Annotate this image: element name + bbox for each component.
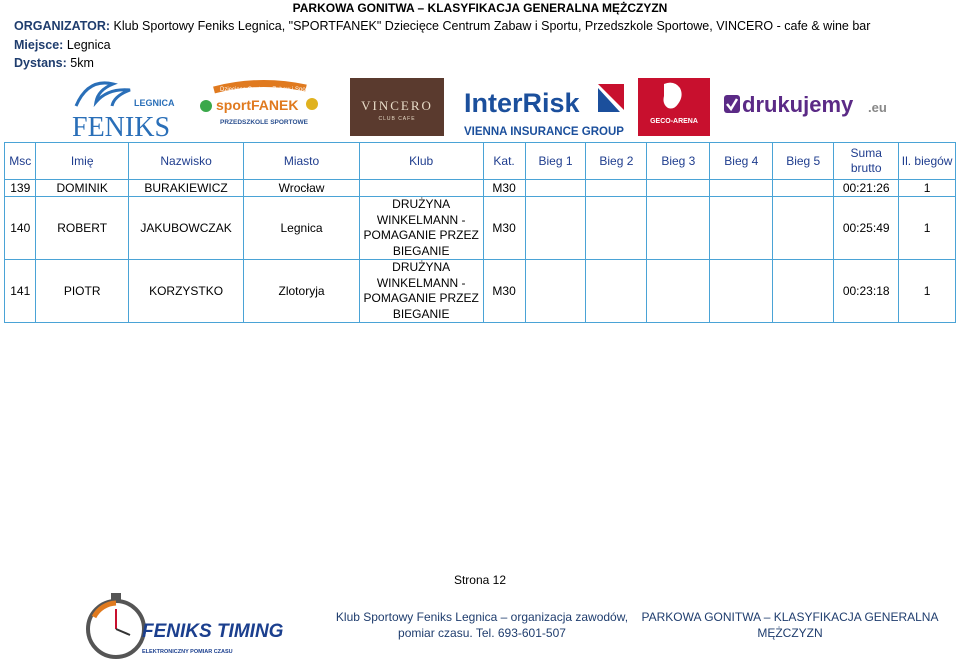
- cell-bieg1: [525, 260, 586, 323]
- cell-bieg1: [525, 180, 586, 197]
- cell-kat: M30: [483, 260, 525, 323]
- cell-bieg4: [710, 197, 773, 260]
- cell-bieg4: [710, 180, 773, 197]
- col-header-nazwisko: Nazwisko: [128, 143, 243, 180]
- cell-klub: DRUŻYNA WINKELMANN - POMAGANIE PRZEZ BIEGANIE: [359, 197, 483, 260]
- sportfanek-logo: [196, 80, 322, 130]
- organizer-value: Klub Sportowy Feniks Legnica, "SPORTFANEK" Dziecięce Centrum Zabaw i Sportu, Przedszkole Sportowe, VINCERO - cafe & wine bar: [113, 19, 871, 33]
- col-header-msc: Msc: [5, 143, 36, 180]
- timing-sub-text: ELEKTRONICZNY POMIAR CZASU: [142, 649, 233, 655]
- feniks-text: FENIKS: [72, 112, 171, 143]
- sponsor-logos: [0, 74, 960, 143]
- place-value: Legnica: [66, 38, 111, 52]
- col-header-bieg1: Bieg 1: [525, 143, 586, 180]
- footer-event: [640, 609, 940, 641]
- table-row: [5, 180, 956, 197]
- interisk-logo: [464, 78, 628, 138]
- cell-bieg2: [586, 260, 647, 323]
- cell-bieg2: [586, 180, 647, 197]
- cell-kat: M30: [483, 197, 525, 260]
- cell-bieg3: [647, 260, 710, 323]
- cell-imie: DOMINIK: [36, 180, 128, 197]
- cell-il: 1: [899, 260, 956, 323]
- drukujemy-logo: [724, 88, 896, 122]
- cell-miasto: Wrocław: [244, 180, 359, 197]
- cell-msc: 139: [5, 180, 36, 197]
- cell-nazwisko: JAKUBOWCZAK: [128, 197, 243, 260]
- cell-bieg2: [586, 197, 647, 260]
- distance-value: 5km: [70, 56, 94, 70]
- footer-organizer: [334, 609, 630, 641]
- interisk-sub-text: VIENNA INSURANCE GROUP: [464, 126, 624, 138]
- cell-imie: PIOTR: [36, 260, 128, 323]
- place-label: Miejsce:: [14, 38, 64, 52]
- cell-il: 1: [899, 180, 956, 197]
- cell-suma: 00:21:26: [834, 180, 899, 197]
- cell-bieg3: [647, 197, 710, 260]
- cell-klub: [359, 180, 483, 197]
- col-header-bieg2: Bieg 2: [586, 143, 647, 180]
- cell-miasto: Zlotoryja: [244, 260, 359, 323]
- table-row: [5, 260, 956, 323]
- cell-klub: DRUŻYNA WINKELMANN - POMAGANIE PRZEZ BIEGANIE: [359, 260, 483, 323]
- cell-bieg3: [647, 180, 710, 197]
- cell-bieg5: [773, 180, 834, 197]
- footer-event-line1: PARKOWA GONITWA – KLASYFIKACJA GENERALNA: [641, 610, 939, 624]
- footer-organizer-line2: pomiar czasu. Tel. 693-601-507: [398, 626, 566, 640]
- col-header-klub: Klub: [359, 143, 483, 180]
- drukujemy-tld-text: .eu: [868, 100, 887, 115]
- feniks-timing-logo: [80, 587, 284, 661]
- vincero-text: VINCERO: [361, 98, 433, 113]
- col-header-bieg5: Bieg 5: [773, 143, 834, 180]
- vincero-sub-text: CLUB CAFE: [378, 116, 416, 122]
- cell-nazwisko: KORZYSTKO: [128, 260, 243, 323]
- page-title: PARKOWA GONITWA – KLASYFIKACJA GENERALNA MĘŻCZYZN: [292, 1, 668, 15]
- cell-miasto: Legnica: [244, 197, 359, 260]
- vincero-logo: [350, 78, 444, 136]
- cell-msc: 140: [5, 197, 36, 260]
- drukujemy-text: drukujemy: [742, 92, 854, 117]
- sportfanek-top-text: Dziecięce Centrum Zabaw i Sportu: [220, 87, 313, 93]
- geco-text: GECO-ARENA: [650, 118, 698, 125]
- place-line: [14, 38, 111, 52]
- organizer-line: [14, 19, 870, 33]
- cell-kat: M30: [483, 180, 525, 197]
- col-header-kat: Kat.: [483, 143, 525, 180]
- col-header-il: Il. biegów: [899, 143, 956, 180]
- sportfanek-name-text: sportFANEK: [216, 97, 299, 113]
- col-header-bieg3: Bieg 3: [647, 143, 710, 180]
- col-header-imie: Imię: [36, 143, 128, 180]
- feniks-sub-text: LEGNICA: [134, 98, 175, 108]
- cell-msc: 141: [5, 260, 36, 323]
- cell-imie: ROBERT: [36, 197, 128, 260]
- organizer-label: ORGANIZATOR:: [14, 19, 111, 33]
- table-header-row: [5, 143, 956, 180]
- page-number: Strona 12: [453, 573, 507, 587]
- sportfanek-sub-text: PRZEDSZKOLE SPORTOWE: [220, 119, 308, 126]
- table-row: [5, 197, 956, 260]
- cell-suma: 00:23:18: [834, 260, 899, 323]
- col-header-bieg4: Bieg 4: [710, 143, 773, 180]
- distance-line: [14, 56, 94, 70]
- cell-suma: 00:25:49: [834, 197, 899, 260]
- cell-il: 1: [899, 197, 956, 260]
- results-table: [4, 142, 956, 323]
- feniks-logo: [68, 76, 175, 143]
- interisk-text: InterRisk: [464, 88, 580, 118]
- cell-bieg5: [773, 260, 834, 323]
- footer-organizer-line1: Klub Sportowy Feniks Legnica – organizacja zawodów,: [335, 610, 629, 624]
- cell-nazwisko: BURAKIEWICZ: [128, 180, 243, 197]
- cell-bieg5: [773, 197, 834, 260]
- footer-event-line2: MĘŻCZYZN: [757, 626, 823, 640]
- cell-bieg1: [525, 197, 586, 260]
- col-header-miasto: Miasto: [244, 143, 359, 180]
- distance-label: Dystans:: [14, 56, 67, 70]
- col-header-suma: Suma brutto: [834, 143, 899, 180]
- timing-logo-text: FENIKS TIMING: [142, 621, 284, 642]
- geco-logo: [638, 78, 710, 136]
- cell-bieg4: [710, 260, 773, 323]
